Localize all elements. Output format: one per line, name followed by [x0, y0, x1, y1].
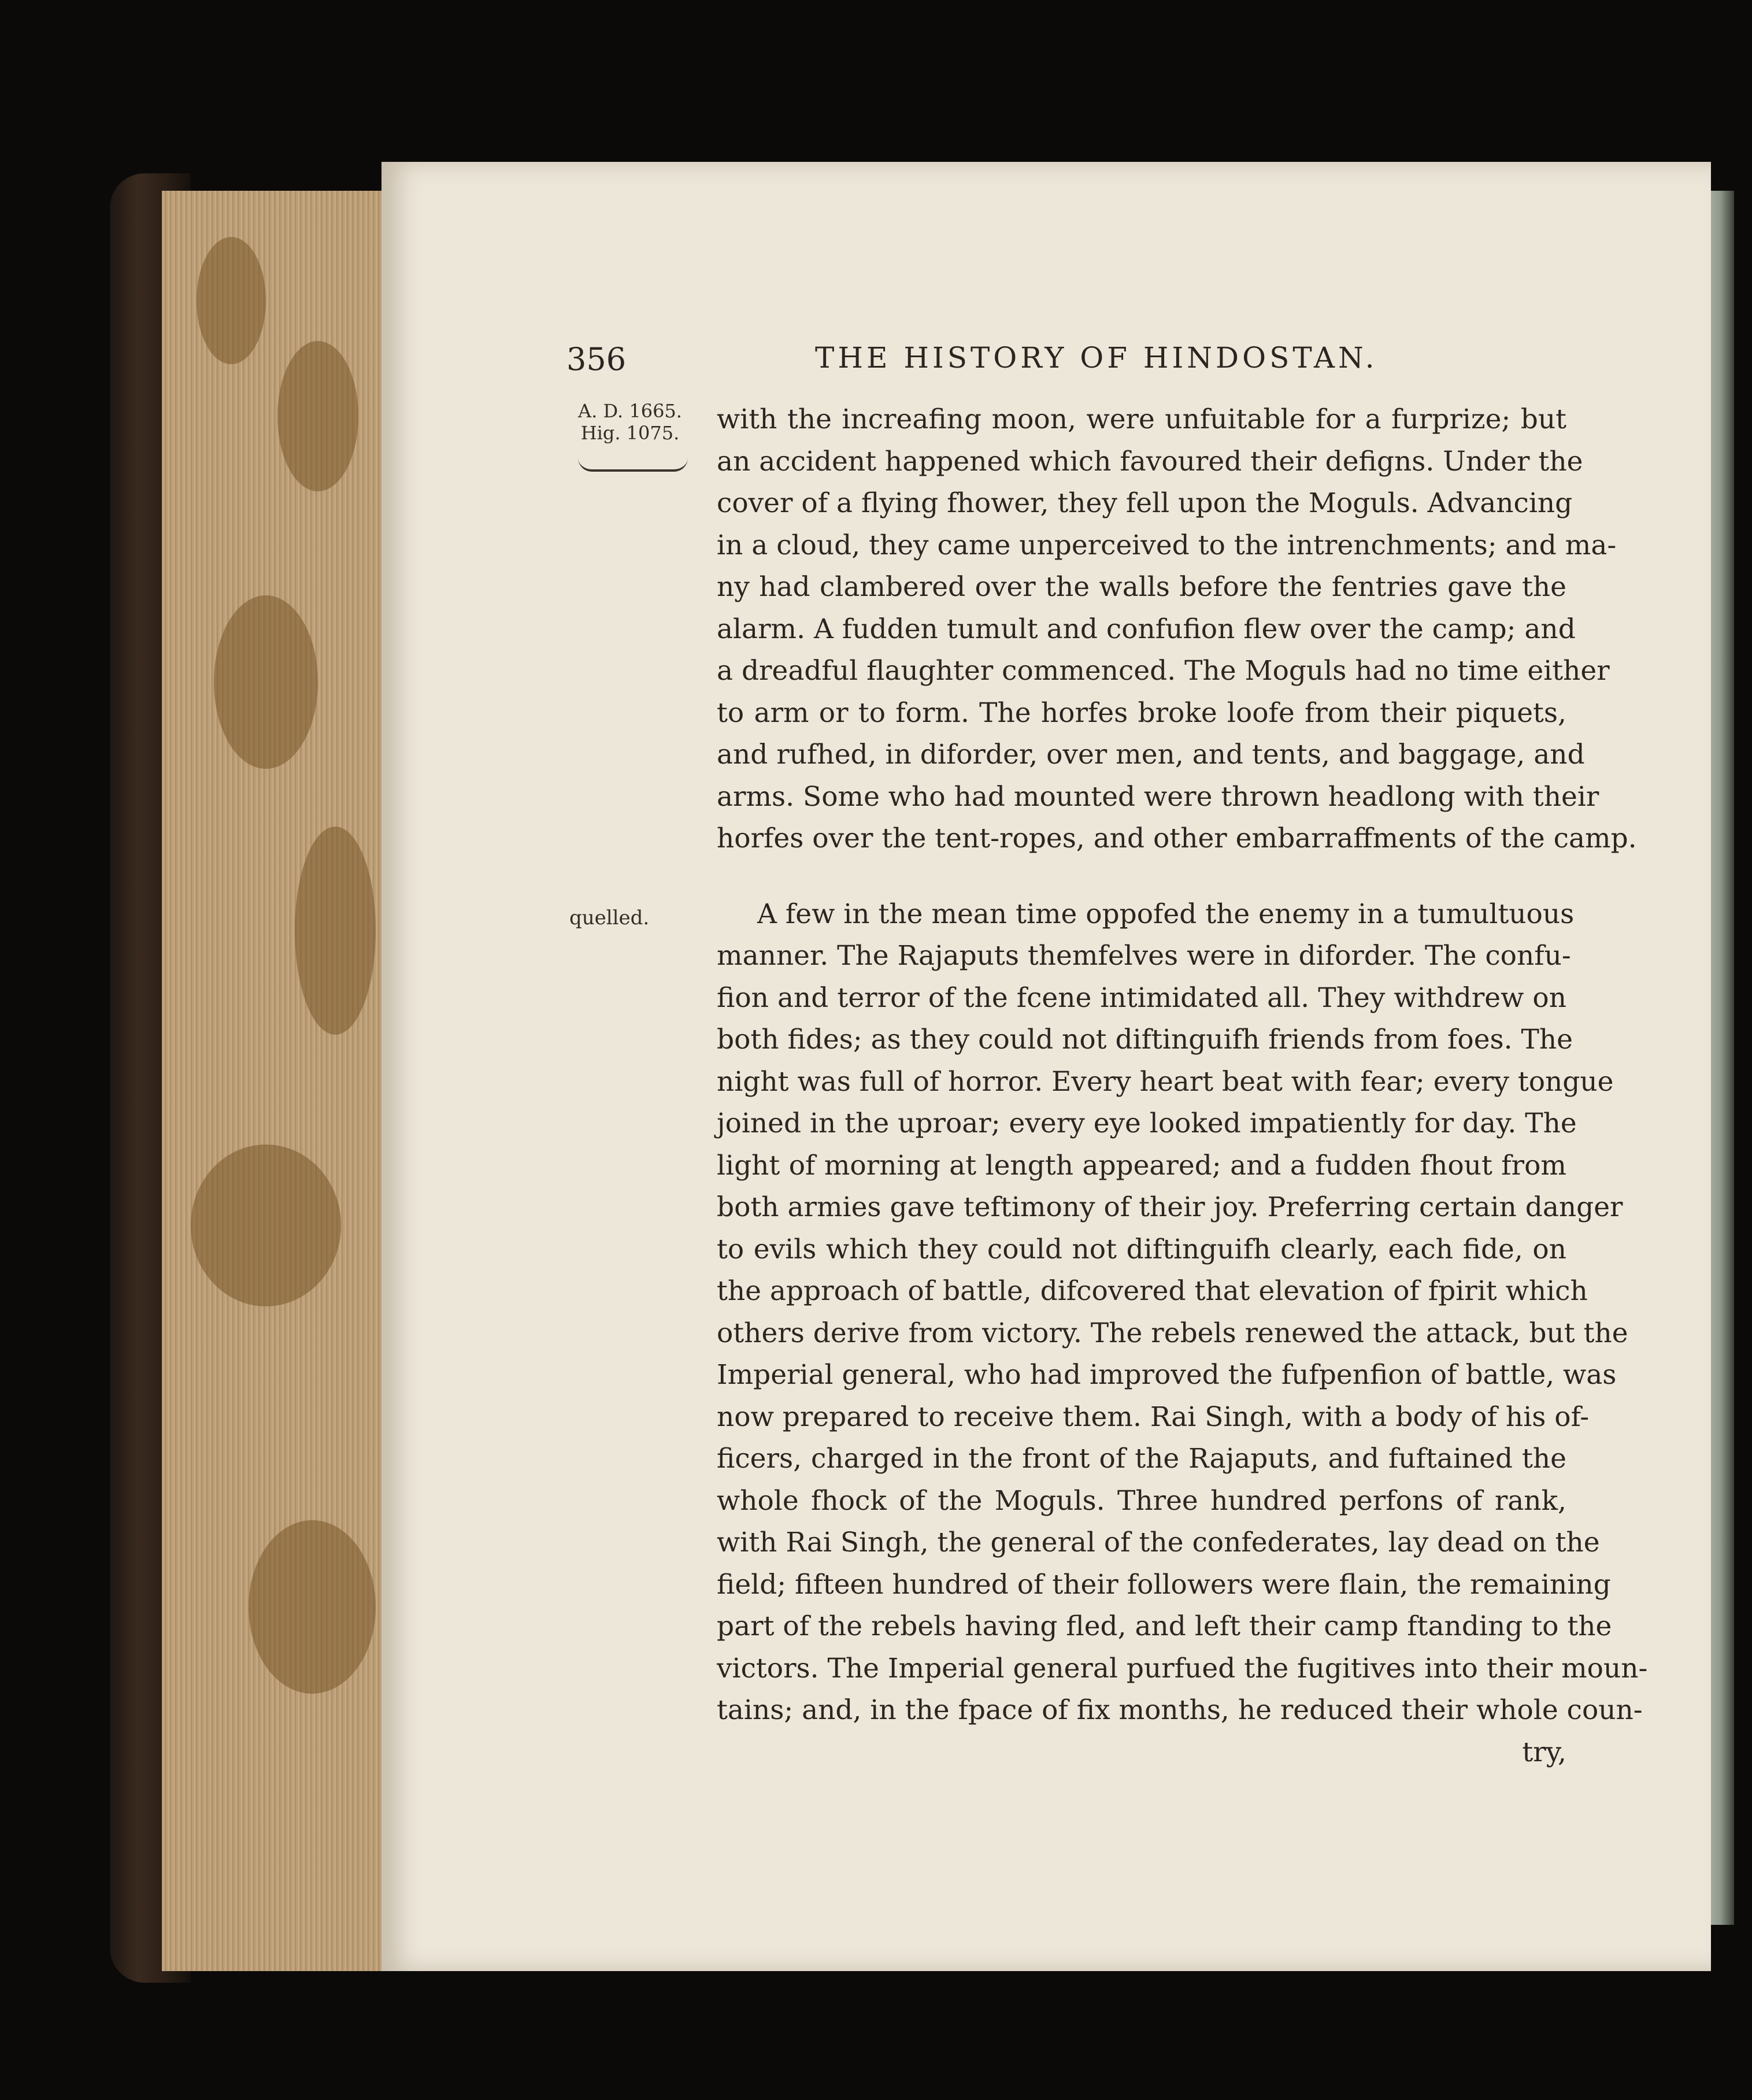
text-line: light of morning at length appeared; and a fudden fhout from: [717, 1149, 1566, 1182]
page-header: [566, 341, 1564, 382]
text-line: A few in the mean time oppofed the enemy in a tumultuous: [757, 898, 1575, 930]
text-line: ficers, charged in the front of the Rajaputs, and fuftained the: [717, 1443, 1566, 1475]
text-line: horfes over the tent-ropes, and other embarraffments of the camp.: [717, 823, 1637, 854]
text-line: victors. The Imperial general purfued the fugitives into their moun-: [717, 1652, 1648, 1684]
date-sidenote: [569, 400, 691, 444]
sidenote-hijra: Hig. 1075.: [580, 422, 680, 444]
text-line: cover of a flying fhower, they fell upon the Moguls. Advancing: [717, 487, 1573, 519]
marginal-note: quelled.: [569, 906, 650, 929]
foxing-stain: [191, 1145, 341, 1306]
text-line: arms. Some who had mounted were thrown headlong with their: [717, 780, 1599, 813]
text-line: and rufhed, in diforder, over men, and tents, and baggage, and: [717, 739, 1585, 771]
text-line: to evils which they could not diftinguifh clearly, each fide, on: [717, 1233, 1566, 1265]
text-line: whole fhock of the Moguls. Three hundred perfons of rank,: [717, 1484, 1566, 1517]
foxing-stain: [295, 827, 376, 1035]
text-line: fion and terror of the fcene intimidated all. They withdrew on: [717, 982, 1566, 1014]
paragraph: [717, 399, 1637, 860]
text-line: field; fifteen hundred of their followers were flain, the remaining: [717, 1568, 1611, 1601]
text-line: ny had clambered over the walls before the fentries gave the: [717, 571, 1566, 603]
paragraph: [717, 894, 1648, 1774]
text-line: the approach of battle, difcovered that elevation of fpirit which: [717, 1275, 1588, 1307]
catchword: try,: [1522, 1736, 1566, 1768]
text-line: with the increafing moon, were unfuitable for a furprize; but: [717, 403, 1566, 435]
text-line: both armies gave teftimony of their joy. Preferring certain danger: [717, 1191, 1623, 1223]
text-line: an accident happened which favoured their defigns. Under the: [717, 445, 1583, 477]
foxing-stain: [214, 595, 318, 769]
foxing-stain: [277, 341, 358, 491]
paragraph-gap: [717, 860, 1566, 894]
text-line: now prepared to receive them. Rai Singh, with a body of his of-: [717, 1401, 1590, 1433]
text-line: alarm. A fudden tumult and confufion flew over the camp; and: [717, 613, 1576, 645]
text-line: Imperial general, who had improved the fufpenfion of battle, was: [717, 1359, 1617, 1391]
sidenote-year: A. D. 1665.: [578, 400, 682, 422]
sidenote-brace: [578, 458, 688, 472]
foxing-stain: [249, 1520, 376, 1694]
text-line: night was full of horror. Every heart beat with fear; every tongue: [717, 1065, 1614, 1098]
page-number: 356: [566, 341, 627, 377]
text-line: both fides; as they could not diftinguifh friends from foes. The: [717, 1024, 1573, 1055]
text-line: tains; and, in the fpace of fix months, he reduced their whole coun-: [717, 1694, 1643, 1726]
text-line: to arm or to form. The horfes broke loofe from their piquets,: [717, 697, 1566, 729]
body-text: [717, 399, 1648, 1773]
text-line: a dreadful flaughter commenced. The Moguls had no time either: [717, 655, 1610, 687]
page-edge: [162, 191, 393, 1971]
text-line: part of the rebels having fled, and left their camp ftanding to the: [717, 1610, 1612, 1642]
foxing-stain: [197, 237, 266, 364]
running-head: THE HISTORY OF HINDOSTAN.: [815, 341, 1378, 375]
text-line: in a cloud, they came unperceived to the intrenchments; and ma-: [717, 529, 1617, 561]
text-line: others derive from victory. The rebels renewed the attack, but the: [717, 1317, 1628, 1349]
text-line: joined in the uproar; every eye looked impatiently for day. The: [717, 1108, 1577, 1139]
text-line: manner. The Rajaputs themfelves were in diforder. The confu-: [717, 940, 1571, 972]
text-line: with Rai Singh, the general of the confederates, lay dead on the: [717, 1527, 1600, 1558]
